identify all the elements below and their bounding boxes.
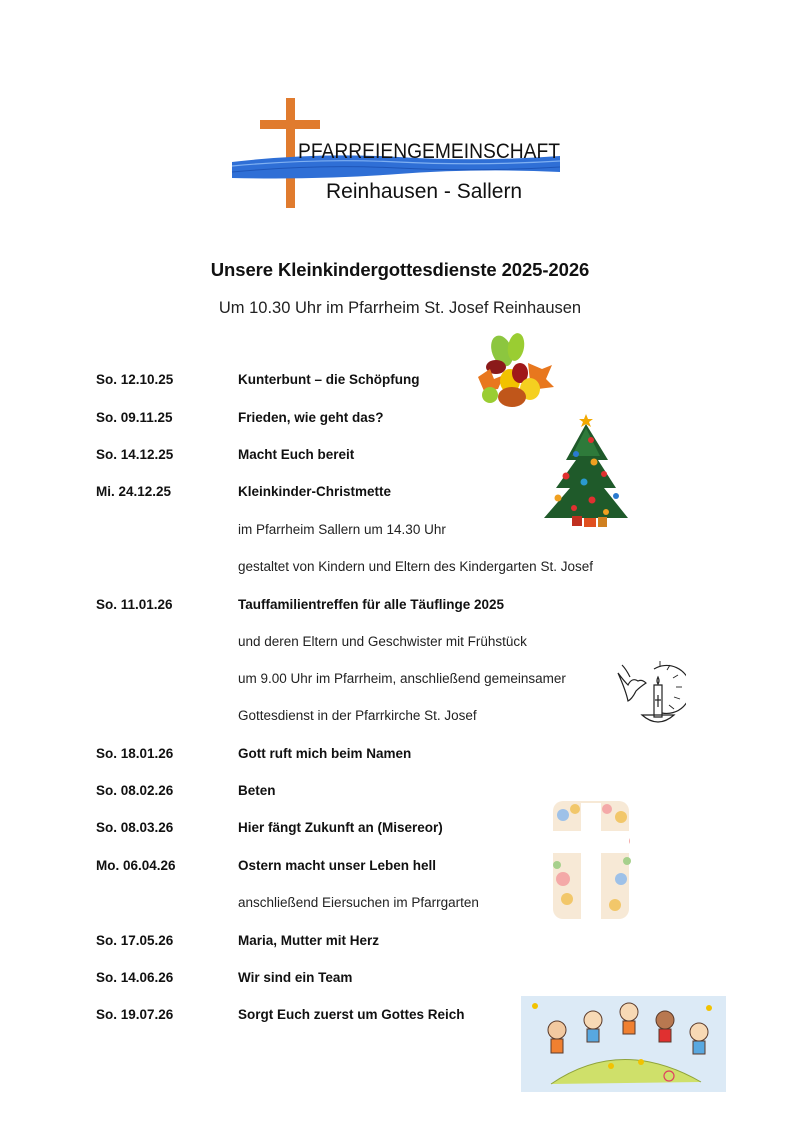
schedule-row	[0, 447, 800, 469]
event-date: So. 08.03.26	[96, 820, 174, 835]
event-date: So. 12.10.25	[96, 372, 174, 387]
event-title: Wir sind ein Team	[238, 970, 353, 985]
event-detail: anschließend Eiersuchen im Pfarrgarten	[238, 895, 479, 910]
event-date: So. 14.06.26	[96, 970, 174, 985]
dove-candle-icon	[610, 655, 686, 731]
schedule-row	[0, 820, 800, 842]
event-detail: gestaltet von Kindern und Eltern des Kindergarten St. Josef	[238, 559, 593, 574]
schedule-row	[0, 484, 800, 506]
event-title: Hier fängt Zukunft an (Misereor)	[238, 820, 443, 835]
cross-wave-icon	[228, 94, 564, 212]
schedule-detail	[0, 522, 800, 544]
event-detail: um 9.00 Uhr im Pfarrheim, anschließend gemeinsamer	[238, 671, 566, 686]
schedule-detail	[0, 634, 800, 656]
schedule-row	[0, 858, 800, 880]
event-title: Macht Euch bereit	[238, 447, 355, 462]
page-title: Unsere Kleinkindergottesdienste 2025-2026	[210, 259, 590, 280]
logo-line2: Reinhausen - Sallern	[326, 180, 523, 203]
event-detail: und deren Eltern und Geschwister mit Frühstück	[238, 634, 527, 649]
schedule-row	[0, 410, 800, 432]
event-title: Maria, Mutter mit Herz	[238, 933, 380, 948]
event-date: Mi. 24.12.25	[96, 484, 172, 499]
event-detail: Gottesdienst in der Pfarrkirche St. Josef	[238, 708, 477, 723]
autumn-leaves-icon	[472, 333, 558, 409]
children-hill-icon	[521, 996, 726, 1092]
event-date: So. 18.01.26	[96, 746, 174, 761]
event-detail: im Pfarrheim Sallern um 14.30 Uhr	[238, 522, 446, 537]
schedule-row	[0, 783, 800, 805]
event-title: Kunterbunt – die Schöpfung	[238, 372, 420, 387]
schedule-row	[0, 597, 800, 619]
christmas-tree-icon	[536, 410, 640, 532]
event-date: So. 11.01.26	[96, 597, 173, 612]
event-title: Kleinkinder-Christmette	[238, 484, 392, 499]
flower-cross-icon	[545, 795, 637, 925]
event-title: Beten	[238, 783, 276, 798]
schedule-row	[0, 970, 800, 992]
logo-line1: PFARREIENGEMEINSCHAFT	[298, 140, 561, 163]
parish-logo	[228, 94, 564, 212]
schedule-row	[0, 372, 800, 394]
event-date: Mo. 06.04.26	[96, 858, 176, 873]
event-title: Frieden, wie geht das?	[238, 410, 384, 425]
event-title: Gott ruft mich beim Namen	[238, 746, 412, 761]
event-title: Tauffamilientreffen für alle Täuflinge 2025	[238, 597, 505, 612]
event-date: So. 14.12.25	[96, 447, 174, 462]
event-date: So. 19.07.26	[96, 1007, 174, 1022]
schedule-detail	[0, 559, 800, 581]
event-date: So. 17.05.26	[96, 933, 174, 948]
event-title: Ostern macht unser Leben hell	[238, 858, 437, 873]
schedule-row	[0, 933, 800, 955]
page-subtitle: Um 10.30 Uhr im Pfarrheim St. Josef Reinhausen	[218, 299, 582, 317]
event-title: Sorgt Euch zuerst um Gottes Reich	[238, 1007, 465, 1022]
schedule-detail	[0, 895, 800, 917]
event-date: So. 08.02.26	[96, 783, 174, 798]
event-date: So. 09.11.25	[96, 410, 173, 425]
schedule-row	[0, 746, 800, 768]
